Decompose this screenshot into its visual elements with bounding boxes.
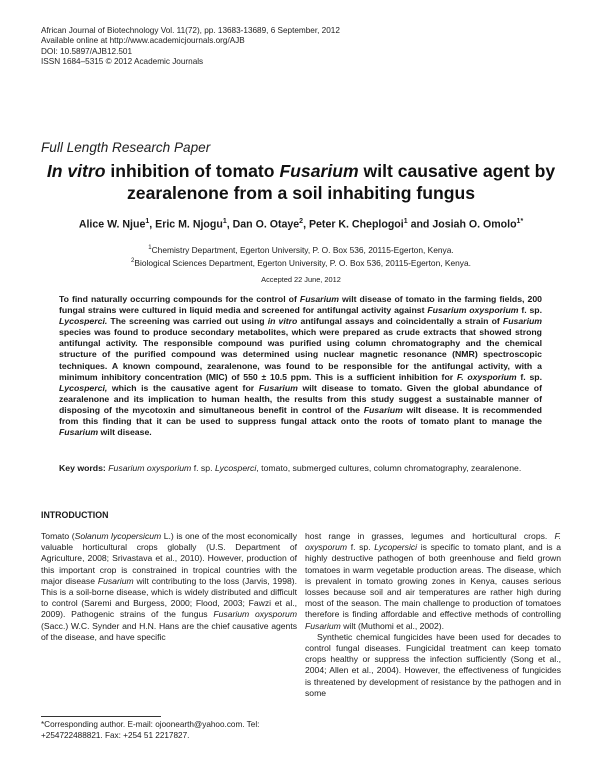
author-separator: , (149, 218, 156, 231)
accepted-date: Accepted 22 June, 2012 (261, 275, 341, 284)
abstract-text: wilt disease to tomato. Given the global abundance of zearalenone and its implication to human health, the results from this study suggest a sustainable manner of disposing of the mycotoxin and simultaneous benefit in control of the (59, 382, 542, 415)
body-column-left (41, 531, 297, 643)
article-type: Full Length Research Paper (41, 140, 211, 155)
author: Alice W. Njue (78, 218, 146, 231)
body-text: Tomato ( (41, 531, 75, 541)
body-text: host range in grasses, legumes and horticultural crops. (305, 531, 555, 541)
body-text: (Sacc.) W.C. Synder and H.N. Hans are the chief causative agents of the disease, and have specific (41, 620, 297, 642)
abstract-italic: Fusarium (299, 294, 340, 304)
abstract-text: f. sp. (516, 371, 542, 382)
body-text: L.) is one of the most economically valuable horticultural crops globally (U.S. Department of Agriculture, 2008; Srivastava et al., 2010). However, production of this important crop is constrained in tropical countries with the major disease (41, 531, 297, 586)
paragraph (41, 531, 297, 643)
author: Eric M. Njogu (155, 218, 223, 231)
abstract-text: The screening was carried out using (107, 316, 268, 327)
keyword-text: , tomato, submerged cultures, column chromatography, zearalenone. (256, 463, 522, 473)
abstract-text: f. sp. (518, 305, 543, 316)
author-affil-mark: 1 (403, 218, 408, 225)
author-affil-mark: 1 (145, 218, 150, 225)
author-affil-mark: 1* (516, 218, 524, 225)
author-separator: , (226, 218, 233, 231)
keywords-label: Key words: (59, 463, 106, 473)
paragraph (305, 531, 561, 632)
abstract-text: To find naturally occurring compounds for the control of (59, 294, 300, 304)
journal-citation: African Journal of Biotechnology Vol. 11(72), pp. 13683-13689, 6 September, 2012 (41, 26, 340, 35)
body-italic: Fusarium (97, 575, 134, 586)
paragraph: Synthetic chemical fungicides have been used for decades to control fungal diseases. Fungicidal treatment can keep tomato crops healthy or suppress the infection sufficiently (Song et al., 2004; Allen et al., 2004). However, the effectiveness of fungicides is threatened by development of resistance by the pathogen and in some (305, 631, 561, 698)
corresponding-author-footnote: *Corresponding author. E-mail: ojoonearth@yahoo.com. Tel: +254722488821. Fax: +254 51 2217827. (41, 720, 260, 740)
abstract-text: species was found to produce secondary metabolites, which were prepared as crude extracts that showed strong antifungal activity. The responsible compound was purified using column chromatography and the chemical structure of the purified compound was determined using nuclear magnetic resonance (NMR) spectroscopic techniques. A known compound, zearalenone, was found to be responsible for the antifungal activity, with a minimum inhibitory concentration (MIC) of 550 ± 10.5 ppm. This is a sufficient inhibition for (59, 327, 542, 382)
affil-mark: 2 (131, 257, 135, 264)
title-part: wilt causative agent by zearalenone from a soil inhabiting fungus (126, 161, 556, 203)
abstract-italic: Fusarium (363, 404, 403, 415)
body-text: is specific to tomato plant, and is a highly destructive pathogen of both greenhouse and field grown tomatoes in warm vegetable production areas. The disease, which is prevalent in tomato growing zones in Kenya, causes serious losses because soil and air temperatures are rather high during most of the season. The main challenge to production of tomatoes therefore is finding affordable and effective methods of controlling (305, 542, 562, 620)
online-availability: Available online at http://www.academicjournals.org/AJB (41, 36, 245, 46)
abstract-text: which is the causative agent for (107, 382, 259, 393)
issn: ISSN 1684–5315 © 2012 Academic Journals (41, 57, 204, 67)
footnote-rule (41, 716, 161, 717)
keyword-italic: Fusarium oxysporium (105, 463, 192, 473)
title-part: Fusarium (279, 161, 359, 181)
author-list (41, 218, 561, 231)
body-italic: Solanum lycopersicum (74, 531, 162, 541)
author: Dan O. Otaye (232, 218, 300, 231)
keyword-text: f. sp. (191, 463, 215, 473)
abstract-italic: F. oxysporium (456, 371, 517, 382)
abstract-italic: Fusarium (59, 427, 99, 438)
author-affil-mark: 2 (299, 218, 304, 225)
body-text: wilt contributing to the loss (Jarvis, 1998). This is a soil-borne disease, which is widely distributed and difficult to control (Saremi and Burgess, 2000; Flood, 2003; Fawzi et al., 2009). Pathogenic strains of the fungus (41, 575, 297, 620)
affil-text: Chemistry Department, Egerton University, P. O. Box 536, 20115-Egerton, Kenya. (151, 244, 454, 255)
keywords (59, 463, 542, 474)
abstract (59, 294, 542, 438)
author: Peter K. Cheplogoi (308, 218, 404, 231)
doi: DOI: 10.5897/AJB12.501 (41, 46, 133, 56)
body-text: wilt (Muthomi et al., 2002). (340, 620, 444, 631)
author: Josiah O. Omolo (432, 218, 517, 231)
body-italic: Fusarium (305, 620, 341, 631)
abstract-text: antifungal assays and coincidentally a strain of (297, 316, 503, 327)
abstract-italic: Lycosperci, (59, 382, 108, 393)
body-italic: Fusarium oxysporum (213, 609, 297, 620)
section-heading-introduction: INTRODUCTION (41, 510, 109, 520)
keyword-italic: Lycosperci (214, 463, 257, 473)
author-and: and (407, 218, 433, 231)
abstract-italic: Lycosperci. (59, 316, 108, 327)
author-separator: , (303, 218, 309, 231)
affiliation (41, 243, 561, 256)
body-column-right (305, 531, 561, 699)
abstract-italic: Fusarium oxysporium (427, 305, 519, 316)
title-part: inhibition of tomato (105, 161, 280, 181)
paper-title (41, 160, 561, 204)
body-italic: F. oxysporum (305, 531, 561, 553)
abstract-text: wilt disease. It is recommended from this finding that it can be used to suppress fungal attack onto the roots of tomato plant to manage the (59, 404, 542, 427)
abstract-italic: Fusarium (502, 316, 543, 327)
affiliations (41, 243, 561, 269)
abstract-text: wilt disease of tomato in the farming fields, 200 fungal strains were cultured in liquid media and screened for antifungal activity against (59, 294, 542, 316)
title-part: In vitro (46, 161, 106, 181)
body-italic: Lycopersici (374, 542, 418, 553)
affiliation (41, 256, 561, 269)
abstract-italic: Fusarium (258, 382, 298, 393)
author-affil-mark: 1 (222, 218, 227, 225)
body-text: f. sp. (347, 542, 375, 553)
abstract-italic: in vitro (267, 316, 298, 327)
journal-masthead (41, 26, 340, 68)
affil-text: Biological Sciences Department, Egerton University, P. O. Box 536, 20115-Egerton, Kenya. (134, 257, 471, 268)
abstract-text: wilt disease. (98, 427, 152, 438)
affil-mark: 1 (148, 245, 152, 251)
